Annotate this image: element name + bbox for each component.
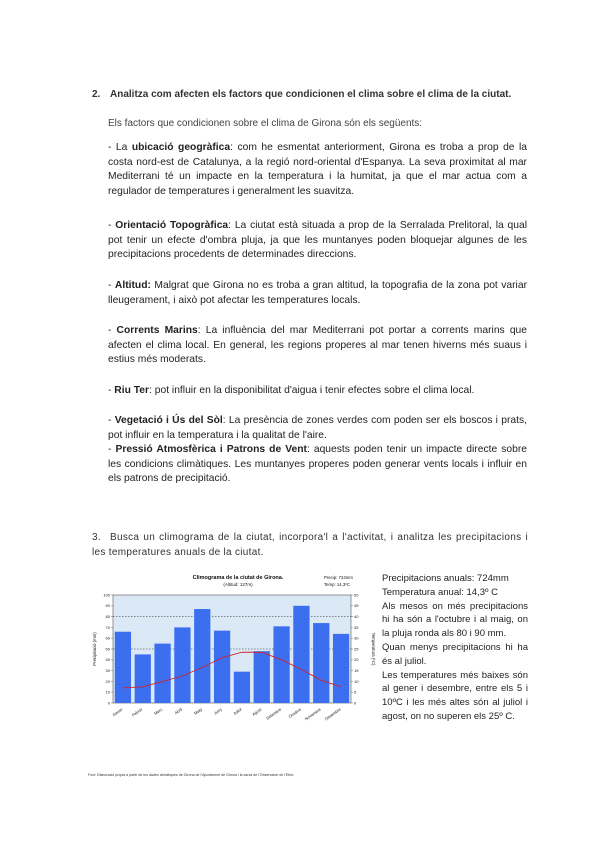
y-tick-label: 0 [107,700,110,706]
precip-bar [254,651,270,703]
factor-orientacio: - Orientació Topogràfica: La ciutat està situada a prop de la Serralada Prelitoral, la qual pot tenir un efecte d'ombra pluja, ja que les muntanyes poden bloquejar algunes de les precipitacions procedents de determinades direccions. [108,220,527,261]
y2-tick-label: 0 [354,700,357,706]
precip-bar [174,627,190,703]
y2-tick-label: 15 [354,668,359,673]
question-2-text: Analitza com afecten els factors que condicionen el clima sobre el clima de la ciutat. [110,89,512,100]
climate-analysis [382,572,528,724]
x-tick-label: Febrer [130,706,144,718]
analysis-min-precip: Quan menys precipitacions hi ha és al juliol. [382,641,528,667]
question-3-number: 3. [92,532,101,543]
y-tick-label: 70 [105,624,110,630]
chart-total-temp: Temp: 14,3ºC [324,582,350,587]
factor-term: Riu Ter [114,385,150,396]
factor-term: Altitud: [114,280,151,291]
y-tick-label: 20 [105,678,110,684]
precip-bar [293,606,309,703]
analysis-max-precip: Als mesos on més precipitacions hi ha són a l'octubre i al maig, on la pluja ronda als 80 i 90 mm. [382,600,528,640]
factors-intro: Els factors que condicionen sobre el clima de Girona són els següents: [108,118,423,129]
y2-tick-label: 45 [354,603,359,609]
factor-term: Corrents Marins [116,325,198,336]
precip-bar [234,672,250,703]
y-tick-label: 80 [105,614,110,619]
x-tick-label: Octubre [287,706,302,719]
factor-corrents: - Corrents Marins: La influència del mar Mediterrani pot portar a corrents marins que afecten el clima local. En general, les regions properes al mar tenen hiverns més suaus i estius més moderats. [108,325,527,366]
y-axis-label: Precipitació (mm) [92,632,97,666]
precip-bar [333,634,349,703]
y2-tick-label: 5 [354,689,357,695]
x-tick-label: Novembre [303,706,322,722]
y-tick-label: 100 [103,592,110,598]
annual-precipitation: Precipitacions anuals: 724mm [382,573,509,584]
x-tick-label: Desembre [323,706,342,722]
precip-bar [135,654,151,703]
y2-tick-label: 25 [354,646,359,652]
y2-tick-label: 35 [354,624,359,630]
x-tick-label: Març [153,706,164,716]
question-3-text: Busca un climograma de la ciutat, incorpora'l a l'activitat, i analitza les precipitacions i les temperatures anuals de la ciutat. [92,532,528,558]
precip-bar [273,626,289,703]
chart-total-precip: Precip: 724mm [324,575,353,580]
y2-tick-label: 20 [354,657,359,663]
precip-bar [115,632,131,703]
factor-vegetacio: - Vegetació i Ús del Sòl: La presència de zones verdes com poden ser els boscos i prats, pot influir en la temperatura i la qualitat de l'aire. [108,415,527,441]
annual-temperature: Temperatura anual: 14,3º C [382,586,498,598]
factor-ubicacio: - La ubicació geogràfica: com he esmentat anteriorment, Girona es troba a prop de la costa nord-est de Catalunya, a la regió nord-oriental d'Espanya. La seva proximitat al mar Mediterrani té un impacte en la temperatura i la humitat, ja que el mar actua com a regulador de temperatures i generalment les suavitza. [108,142,528,197]
x-tick-label: Setembre [265,706,283,721]
x-tick-label: Gener [111,706,124,718]
chart-title: Climograma de la ciutat de Girona. [192,575,284,581]
x-tick-label: Juliol [232,706,243,717]
precip-bar [313,623,329,703]
question-2-number: 2. [92,89,101,100]
precip-bar [214,631,230,703]
chart-source: Font: Elaboració pròpia a partir de les dades climàtiques de Girona de l'Ajuntament de Girona i la xarxa de l'Observatori de l'Ebre. [88,773,295,777]
y-tick-label: 10 [105,689,110,695]
y-tick-label: 60 [105,635,110,641]
x-tick-label: Juny [212,706,223,716]
factor-term: Orientació Topogràfica [115,220,229,231]
climograph [88,572,378,782]
question-2-heading [92,89,532,100]
factor-altitud: - Altitud: Malgrat que Girona no es troba a gran altitud, la topografia de la zona pot variar lleugerament, i això pot afectar les temperatures locals. [108,280,527,306]
precip-bar [194,609,210,703]
x-tick-label: Agost [251,706,263,717]
y2-tick-label: 40 [354,614,359,619]
x-tick-label: Abril [173,706,183,716]
y-tick-label: 50 [105,646,110,652]
climograph-svg [88,572,378,782]
analysis-temperatures: Les temperatures més baixes són al gener i desembre, entre els 5 i 10ºC i les més altes són al juliol i agost, on no superen els 25º C. [382,669,528,722]
x-tick-label: Maig [192,706,203,716]
y-tick-label: 40 [105,657,110,663]
factor-term: Vegetació i Ús del Sòl [114,415,223,426]
question-3 [92,531,528,560]
factor-riu-ter: - Riu Ter: pot influir en la disponibilitat d'aigua i tenir efectes sobre el clima local. [108,385,475,396]
y2-tick-label: 10 [354,678,359,684]
y-tick-label: 30 [105,668,110,673]
factor-term: ubicació geogràfica [131,142,231,153]
factor-term: Pressió Atmosfèrica i Patrons de Vent [115,444,307,455]
factor-pressio: - Pressió Atmosfèrica i Patrons de Vent: aquests poden tenir un impacte directe sobre les condicions climàtiques. Les muntanyes properes poden generar vents locals i influir en els patrons de precipitació. [108,444,527,485]
y-tick-label: 90 [105,603,110,609]
precip-bar [154,644,170,703]
y2-tick-label: 30 [354,635,359,641]
y2-tick-label: 50 [354,592,359,598]
chart-subtitle: (Altitud: 127m) [223,582,253,587]
y2-axis-label: Temperatura (ºC) [371,632,376,666]
